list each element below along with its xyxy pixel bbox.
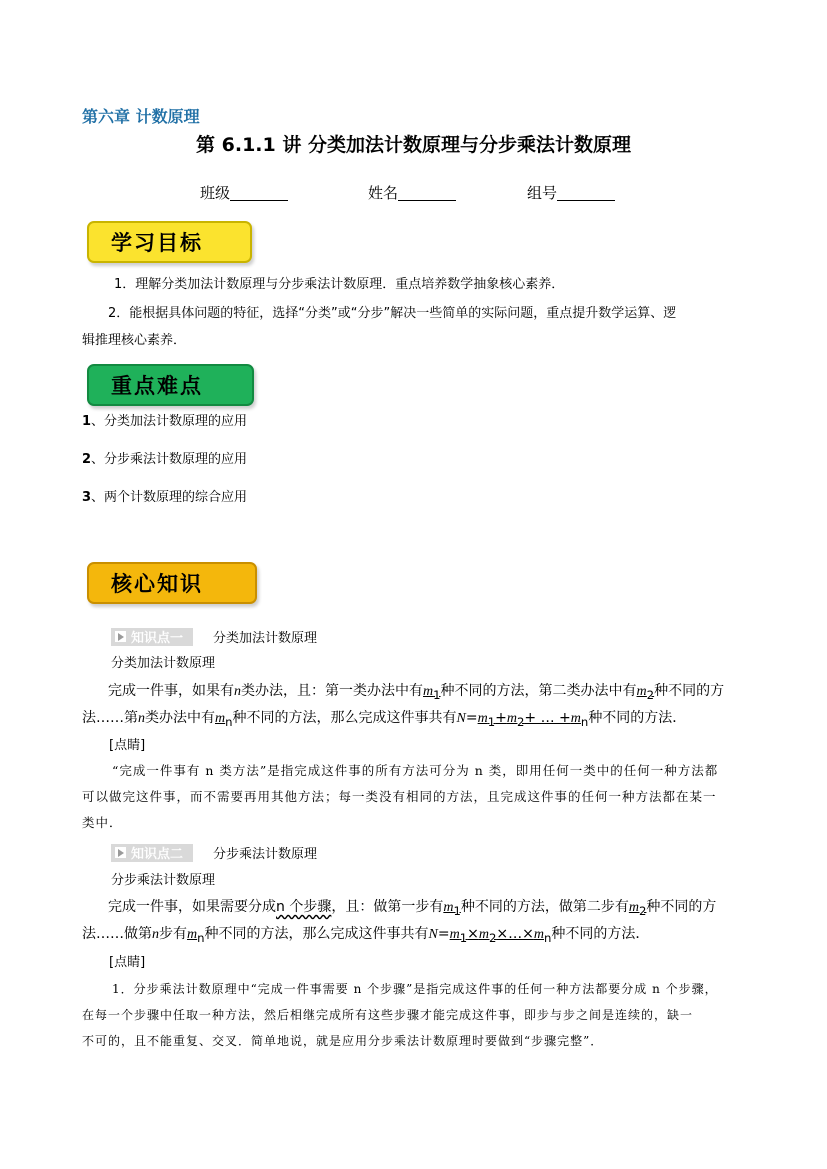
mn-term xyxy=(215,710,233,729)
sum-formula xyxy=(477,710,589,729)
sub-1: 1 xyxy=(453,903,461,918)
name-label: 姓名 xyxy=(368,184,399,202)
goal-item-2: 2．能根据具体问题的特征，选择“分类”或“分步”解决一些简单的实际问题，重点提升数学运算、逻 xyxy=(108,306,677,321)
sub-1: 1 xyxy=(487,714,496,729)
kp2-line2 xyxy=(82,925,649,947)
name-blank[interactable] xyxy=(398,184,456,201)
var-n: n xyxy=(152,927,159,942)
keypoint-text: 、分步乘法计数原理的应用 xyxy=(91,452,248,467)
sub-n: n xyxy=(544,930,552,945)
steps-term: n 个步骤 xyxy=(276,899,332,915)
var-m: m xyxy=(423,684,434,699)
equals: = xyxy=(437,926,450,942)
play-icon xyxy=(115,847,126,858)
var-N: N xyxy=(428,927,438,942)
m1-term xyxy=(423,683,441,702)
kp2-name: 分步乘法计数原理 xyxy=(213,847,318,862)
var-m: m xyxy=(478,927,489,942)
kp2-note xyxy=(82,976,747,1054)
kp2-note-line: 在每一个步骤中任取一种方法，然后相继完成所有这些步骤才能完成这件事，即步与步之间是连续的，缺一 xyxy=(82,1008,694,1022)
keypoint-num: 3 xyxy=(82,490,92,505)
kp2-text: 种不同的方 xyxy=(646,899,717,915)
m2-term xyxy=(636,683,655,702)
goals-banner: 学习目标 xyxy=(87,221,252,263)
core-banner: 核心知识 xyxy=(87,562,257,604)
kp1-tag-label: 知识点一 xyxy=(131,631,184,646)
kp2-text: 种不同的方法． xyxy=(551,926,650,942)
kp1-text: 种不同的方法． xyxy=(588,710,687,726)
product-formula xyxy=(449,926,552,945)
keypoint-item-3 xyxy=(82,489,247,507)
keypoint-num: 1 xyxy=(82,414,92,429)
kp2-text: 步有 xyxy=(159,926,187,942)
kp2-tag-label: 知识点二 xyxy=(131,847,184,862)
sub-2: 2 xyxy=(517,714,525,729)
var-m: m xyxy=(215,711,226,726)
kp1-note-line: 可以做完这件事，而不需要再用其他方法；每一类没有相同的方法，且完成这件事的任何一种方法都在某一 xyxy=(82,789,717,804)
var-m: m xyxy=(443,900,454,915)
group-field xyxy=(527,182,615,203)
lesson-title: 第 6.1.1 讲 分类加法计数原理与分步乘法计数原理 xyxy=(196,134,631,156)
mn-term xyxy=(187,926,205,945)
sub-1: 1 xyxy=(433,687,441,702)
var-m: m xyxy=(187,927,198,942)
kp2-text: 种不同的方法，做第二步有 xyxy=(460,899,629,915)
kp1-tip-label: [点睛] xyxy=(109,738,146,753)
var-n: n xyxy=(138,711,145,726)
keypoints-banner: 重点难点 xyxy=(87,364,254,406)
var-m: m xyxy=(506,711,517,726)
kp2-line1 xyxy=(108,898,716,920)
plus: + xyxy=(495,710,507,726)
kp1-text: 种不同的方法，那么完成这件事共有 xyxy=(232,710,457,726)
sub-1: 1 xyxy=(459,930,468,945)
times: × xyxy=(467,926,479,942)
keypoint-text: 、两个计数原理的综合应用 xyxy=(91,490,248,505)
kp2-heading: 分步乘法计数原理 xyxy=(111,873,216,888)
kp1-text: 类办法中有 xyxy=(145,710,215,726)
keypoint-item-1 xyxy=(82,413,247,431)
group-blank[interactable] xyxy=(557,184,615,201)
kp2-text: 法……做第 xyxy=(82,926,152,942)
equals: = xyxy=(465,710,478,726)
kp1-line2 xyxy=(82,709,686,731)
class-blank[interactable] xyxy=(230,184,288,201)
name-field xyxy=(368,182,456,203)
var-N: N xyxy=(456,711,466,726)
m2-term xyxy=(628,899,647,918)
kp2-header xyxy=(111,843,317,862)
keypoint-text: 、分类加法计数原理的应用 xyxy=(91,414,248,429)
kp1-text: 类办法，且：第一类办法中有 xyxy=(241,683,423,699)
group-label: 组号 xyxy=(527,184,558,202)
kp2-note-line: 1．分步乘法计数原理中“完成一件事需要 n 个步骤”是指完成这件事的任何一种方法都要分成 n 个步骤， xyxy=(112,982,718,996)
kp1-note-line: 类中． xyxy=(82,815,123,830)
kp1-note-line: “完成一件事有 n 类方法”是指完成这件事的所有方法可分为 n 类，即用任何一类中的任何一种方法都 xyxy=(112,763,719,778)
var-n: n xyxy=(234,684,241,699)
kp1-name: 分类加法计数原理 xyxy=(213,631,318,646)
var-m: m xyxy=(636,684,647,699)
plus-dots: + … + xyxy=(524,710,571,726)
kp1-heading: 分类加法计数原理 xyxy=(111,656,216,671)
var-m: m xyxy=(477,711,488,726)
kp2-tip-label: [点睛] xyxy=(109,955,146,970)
kp2-text: 完成一件事，如果需要分成 xyxy=(108,899,276,915)
sub-2: 2 xyxy=(646,687,655,702)
kp1-text: 种不同的方 xyxy=(654,683,725,699)
class-label: 班级 xyxy=(200,184,231,202)
play-icon xyxy=(115,631,126,642)
kp1-line1 xyxy=(108,682,724,704)
sub-2: 2 xyxy=(639,903,647,918)
var-m: m xyxy=(628,900,639,915)
keypoint-item-2 xyxy=(82,451,247,469)
class-field xyxy=(200,182,288,203)
var-m: m xyxy=(449,927,460,942)
kp1-text: 法……第 xyxy=(82,710,138,726)
kp2-note-line: 不可的，且不能重复、交叉．简单地说，就是应用分步乘法计数原理时要做到“步骤完整”． xyxy=(82,1034,604,1048)
sub-n: n xyxy=(580,714,589,729)
kp1-text: 完成一件事，如果有 xyxy=(108,683,234,699)
kp1-tag xyxy=(111,628,193,646)
kp2-text: ，且：做第一步有 xyxy=(331,899,444,915)
kp1-text: 种不同的方法，第二类办法中有 xyxy=(440,683,637,699)
times-dots: ×…× xyxy=(496,926,534,942)
m1-term xyxy=(443,899,461,918)
goal-item-2-cont: 辑推理核心素养． xyxy=(82,333,187,348)
keypoint-num: 2 xyxy=(82,452,92,467)
goal-item-1: 1．理解分类加法计数原理与分步乘法计数原理．重点培养数学抽象核心素养． xyxy=(114,277,565,292)
sub-n: n xyxy=(225,714,233,729)
sub-2: 2 xyxy=(489,930,497,945)
chapter-title: 第六章 计数原理 xyxy=(82,107,200,126)
var-m: m xyxy=(570,711,581,726)
kp2-tag xyxy=(111,844,193,862)
kp2-text: 种不同的方法，那么完成这件事共有 xyxy=(204,926,429,942)
var-m: m xyxy=(533,927,545,942)
kp1-note xyxy=(82,758,742,836)
kp1-header xyxy=(111,627,317,646)
sub-n: n xyxy=(197,930,205,945)
